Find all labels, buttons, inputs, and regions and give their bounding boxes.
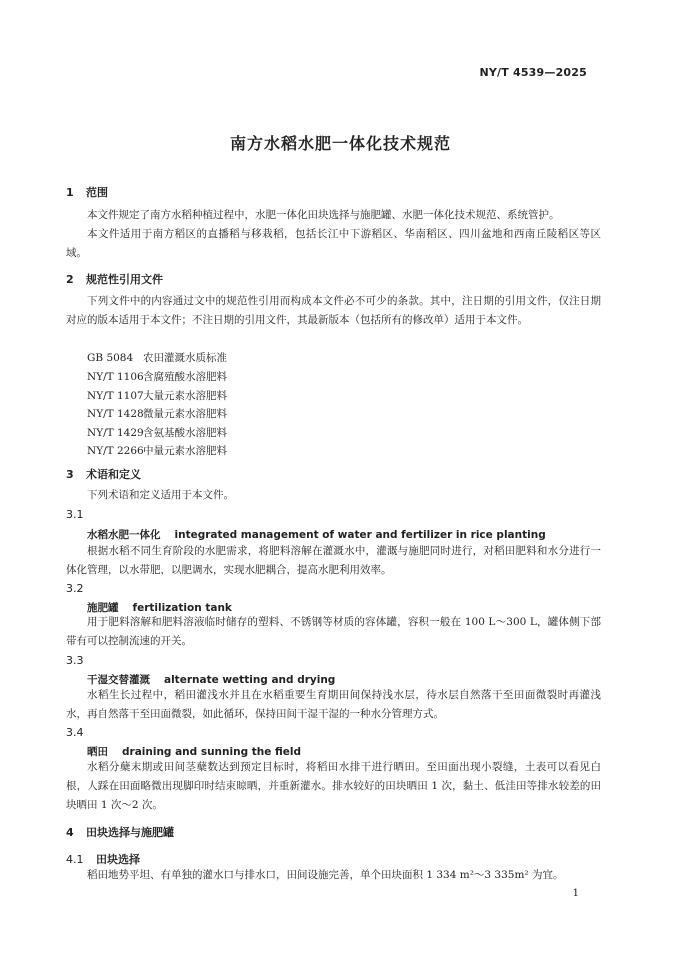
term-en: integrated management of water and fertilizer in rice planting xyxy=(174,529,546,541)
reference-item xyxy=(87,388,227,403)
scope-paragraph-1: 本文件规定了南方水稻种植过程中，水肥一体化田块选择与施肥罐、水肥一体化技术规范、系统管护。 xyxy=(87,209,560,221)
terms-intro: 下列术语和定义适用于本文件。 xyxy=(87,489,234,501)
reference-code: NY/T 1429 xyxy=(87,427,144,439)
section-number: 2 xyxy=(66,273,74,286)
page-number: 1 xyxy=(572,888,579,899)
term-zh: 干湿交替灌溉 xyxy=(87,674,150,686)
subsection-number: 4.1 xyxy=(66,853,84,866)
document-title: 南方水稻水肥一体化技术规范 xyxy=(229,134,451,153)
term-en: alternate wetting and drying xyxy=(164,674,336,686)
reference-code: NY/T 2266 xyxy=(87,445,144,457)
reference-item xyxy=(87,443,227,458)
term-number: 3.4 xyxy=(66,726,84,739)
reference-name: 含腐殖酸水溶肥料 xyxy=(143,371,227,383)
reference-code: NY/T 1107 xyxy=(87,390,144,402)
section-number: 3 xyxy=(66,468,74,481)
reference-item xyxy=(87,406,227,421)
term-zh: 水稻水肥一体化 xyxy=(87,529,161,541)
section-4-heading xyxy=(66,824,174,840)
section-title: 范围 xyxy=(86,186,108,199)
reference-item xyxy=(87,350,227,365)
term-zh: 施肥罐 xyxy=(87,602,119,614)
term-en: fertilization tank xyxy=(132,602,232,614)
section-number: 4 xyxy=(66,826,74,839)
reference-item xyxy=(87,369,227,384)
term-title xyxy=(87,744,301,759)
reference-code: NY/T 1428 xyxy=(87,408,144,420)
reference-name: 微量元素水溶肥料 xyxy=(143,408,227,420)
scope-paragraph-2: 本文件适用于南方稻区的直播稻与移栽稻，包括长江中下游稻区、华南稻区、四川盆地和西南丘陵稻区等区域。 xyxy=(66,228,601,259)
term-definition: 水稻生长过程中，稻田灌浅水并且在水稻重要生育期田间保持浅水层，待水层自然落干至田面微裂时再灌浅水，再自然落干至田面微裂，如此循环，保持田间干湿干湿的一种水分管理方式。 xyxy=(66,689,601,720)
section-number: 1 xyxy=(66,186,74,199)
reference-item xyxy=(87,425,227,440)
subsection-title: 田块选择 xyxy=(96,853,140,866)
reference-name: 大量元素水溶肥料 xyxy=(143,390,227,402)
term-title xyxy=(87,527,546,542)
term-definition: 用于肥料溶解和肥料溶液临时储存的塑料、不锈钢等材质的容体罐，容积一般在 100 L～300 L，罐体侧下部带有可以控制流速的开关。 xyxy=(66,616,601,647)
reference-name: 农田灌溉水质标准 xyxy=(143,352,227,364)
field-selection-paragraph: 稻田地势平坦、有单独的灌水口与排水口，田间设施完善，单个田块面积 1 334 m²～3 335m² 为宜。 xyxy=(87,869,564,881)
term-number: 3.3 xyxy=(66,654,84,667)
section-title: 田块选择与施肥罐 xyxy=(86,826,174,839)
term-number: 3.1 xyxy=(66,508,84,521)
term-en: draining and sunning the field xyxy=(122,746,302,758)
term-definition: 根据水稻不同生育阶段的水肥需求，将肥料溶解在灌溉水中，灌溉与施肥同时进行，对稻田肥料和水分进行一体化管理，以水带肥，以肥调水，实现水肥耦合，提高水肥利用效率。 xyxy=(66,545,601,576)
term-zh: 晒田 xyxy=(87,746,108,758)
term-title xyxy=(87,672,335,687)
section-2-heading xyxy=(66,271,163,287)
term-definition: 水稻分蘖末期或田间茎蘖数达到预定目标时，将稻田水排干进行晒田。至田面出现小裂缝，土表可以看见白根，人踩在田面略微出现脚印时结束晾晒，并重新灌水。排水较好的田块晒田 1 次，黏土、低洼田等排水较差的田块晒田 1 次～2 次。 xyxy=(66,761,601,811)
references-intro: 下列文件中的内容通过文中的规范性引用而构成本文件必不可少的条款。其中，注日期的引用文件，仅注日期对应的版本适用于本文件；不注日期的引用文件，其最新版本（包括所有的修改单）适用于本文件。 xyxy=(66,295,601,326)
document-code: NY/T 4539—2025 xyxy=(479,66,587,79)
term-number: 3.2 xyxy=(66,582,84,595)
section-title: 规范性引用文件 xyxy=(86,273,163,286)
section-title: 术语和定义 xyxy=(86,468,141,481)
subsection-4-1-heading xyxy=(66,851,140,867)
reference-code: NY/T 1106 xyxy=(87,371,144,383)
reference-code: GB 5084 xyxy=(87,352,134,364)
reference-name: 中量元素水溶肥料 xyxy=(143,445,227,457)
section-3-heading xyxy=(66,466,141,482)
reference-name: 含氨基酸水溶肥料 xyxy=(143,427,227,439)
section-1-heading xyxy=(66,184,108,200)
